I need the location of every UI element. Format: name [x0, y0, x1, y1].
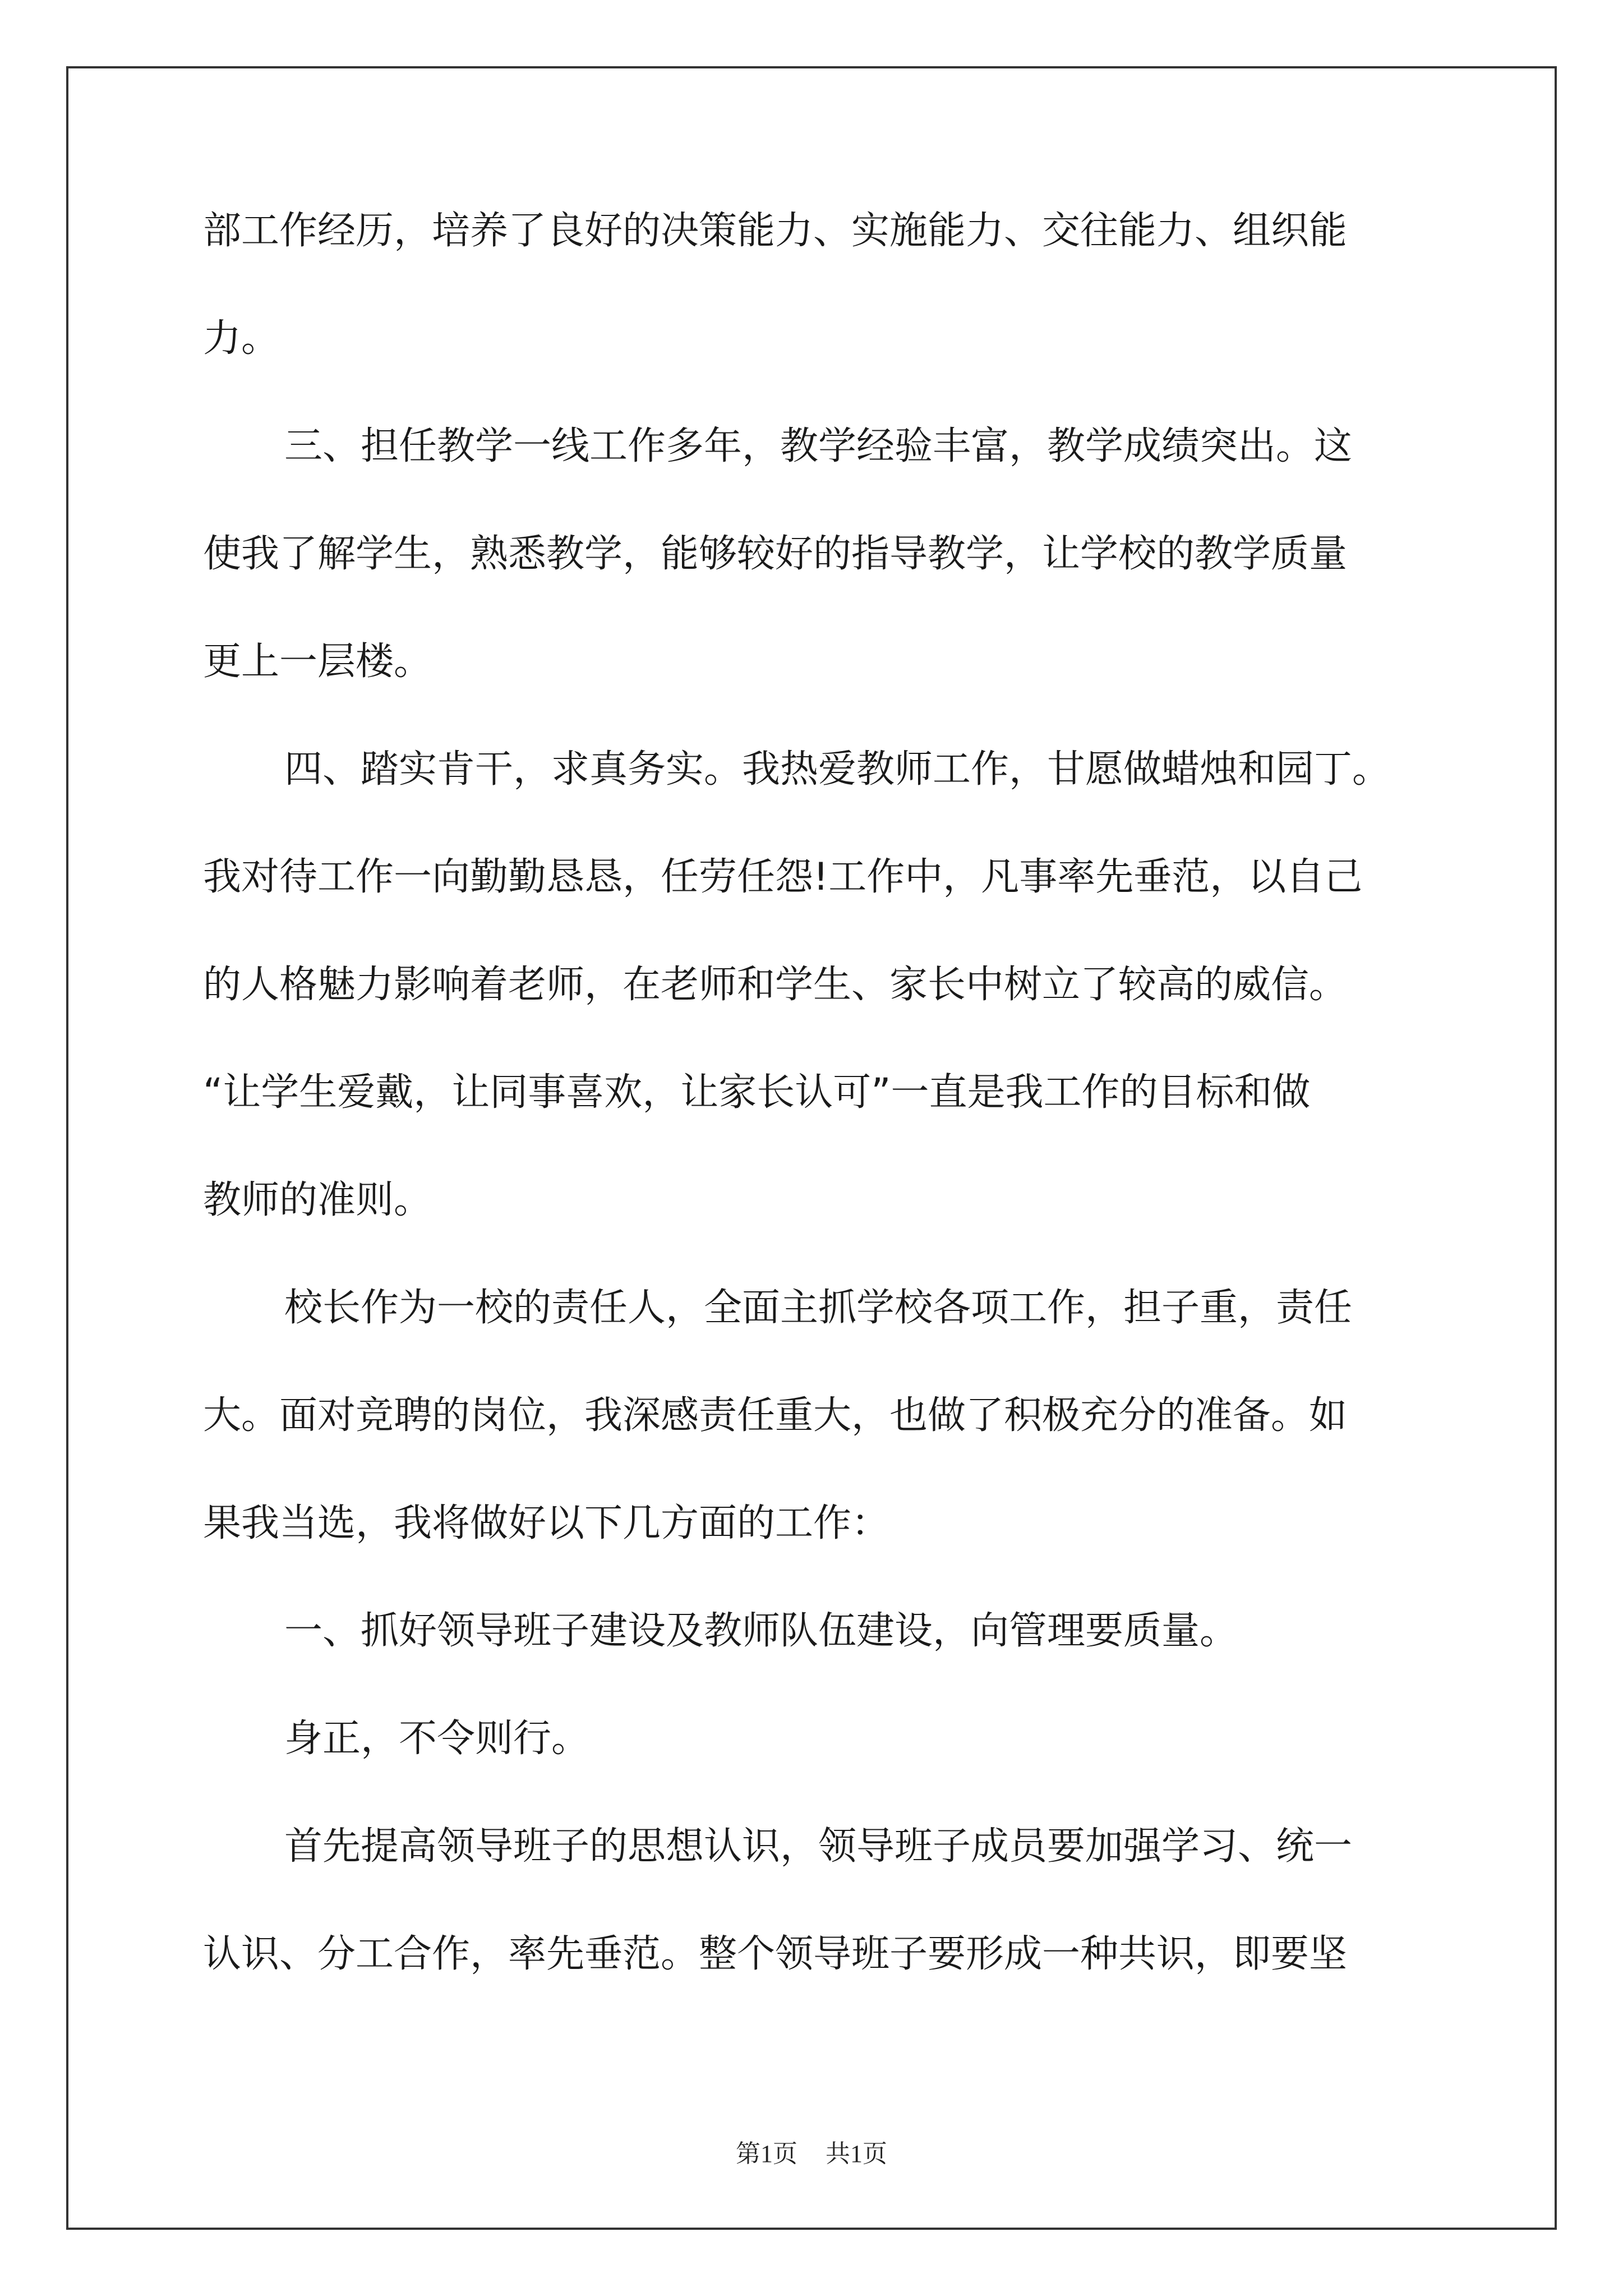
- text-line: 大。面对竞聘的岗位，我深感责任重大，也做了积极充分的准备。如: [203, 1393, 1348, 1438]
- text-line: 认识、分工合作，率先垂范。整个领导班子要形成一种共识，即要坚: [203, 1932, 1348, 1976]
- text-line: 三、担任教学一线工作多年，教学经验丰富，教学成绩突出。这: [284, 424, 1353, 468]
- text-line: 教师的准则。: [203, 1178, 432, 1222]
- text-line: 身正，不令则行。: [284, 1717, 590, 1761]
- page-number: 第1页: [736, 2140, 797, 2168]
- text-line: 部工作经历，培养了良好的决策能力、实施能力、交往能力、组织能: [203, 209, 1348, 253]
- text-line: 力。: [203, 316, 280, 361]
- text-line: 更上一层楼。: [203, 639, 432, 684]
- text-line: 的人格魅力影响着老师，在老师和学生、家长中树立了较高的威信。: [203, 963, 1348, 1007]
- text-line: 首先提高领导班子的思想认识，领导班子成员要加强学习、统一: [284, 1824, 1353, 1869]
- page-total: 共1页: [826, 2140, 887, 2168]
- text-line: 果我当选，我将做好以下几方面的工作：: [203, 1501, 890, 1545]
- text-line: 一、抓好领导班子建设及教师队伍建设，向管理要质量。: [284, 1609, 1238, 1653]
- document-body: [203, 209, 1437, 2044]
- text-line: 我对待工作一向勤勤恳恳，任劳任怨!工作中，凡事率先垂范，以自己: [203, 855, 1363, 899]
- text-line: 四、踏实肯干，求真务实。我热爱教师工作，甘愿做蜡烛和园丁。: [284, 747, 1391, 792]
- text-line: “让学生爱戴，让同事喜欢，让家长认可”一直是我工作的目标和做: [203, 1070, 1311, 1115]
- page-footer: [0, 2133, 1623, 2169]
- text-line: 校长作为一校的责任人，全面主抓学校各项工作，担子重，责任: [284, 1286, 1353, 1330]
- text-line: 使我了解学生，熟悉教学，能够较好的指导教学，让学校的教学质量: [203, 532, 1348, 576]
